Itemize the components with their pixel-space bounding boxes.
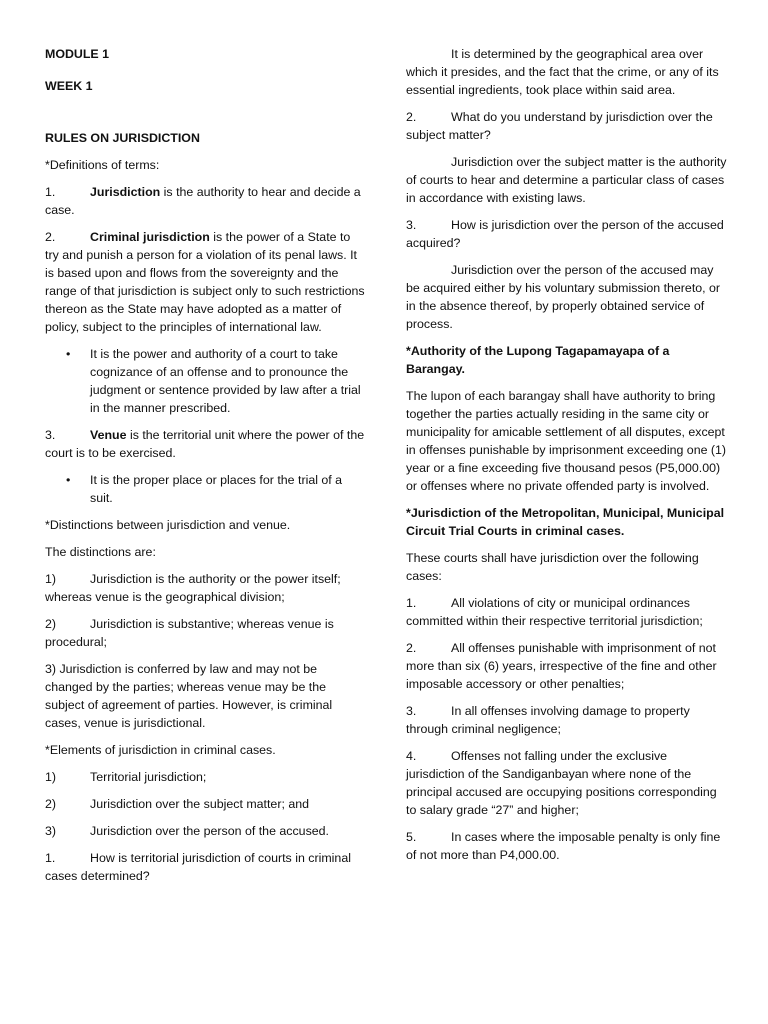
item-number: 3.: [406, 704, 417, 718]
item-number: 3): [45, 824, 57, 838]
definition-text: is the authority to hear and decide a case.: [45, 185, 361, 217]
distinction-item: 3) Jurisdiction is conferred by law and may not be changed by the parties; whereas venue may be the subject of agreement of parties. However, is criminal cases, venue is jurisdictional.: [45, 662, 333, 730]
definition-text: is the territorial unit where the power of the court is to be exercised.: [45, 428, 365, 460]
element-text: Jurisdiction over the person of the accused.: [90, 824, 329, 838]
court-case-item: [406, 747, 728, 819]
item-number: 5.: [406, 830, 417, 844]
question-item: [406, 108, 728, 144]
right-column: [406, 45, 728, 873]
element-text: Jurisdiction over the subject matter; and: [90, 797, 310, 811]
item-number: 2): [45, 617, 57, 631]
bullet-list: [45, 471, 367, 507]
item-number: 1.: [45, 185, 56, 199]
item-number: 3.: [406, 218, 417, 232]
distinction-text: Jurisdiction is substantive; whereas venue is procedural;: [45, 617, 334, 649]
item-number: 3.: [45, 428, 56, 442]
definition-term: Criminal jurisdiction: [90, 230, 210, 244]
answer-text: It is determined by the geographical area over which it presides, and the fact that the crime, or any of its essential ingredients, took place within said area.: [406, 47, 719, 97]
section-title: RULES ON JURISDICTION: [45, 131, 200, 145]
question-item: [406, 216, 728, 252]
court-case-text: Offenses not falling under the exclusive jurisdiction of the Sandiganbayan where none of the principal accused are occupying positions corresponding to salary grade “27” and higher;: [406, 749, 717, 817]
distinction-item: [45, 570, 367, 606]
definition-text: is the power of a State to try and punish a person for a violation of its penal laws. It is based upon and flows from the sovereignty and the range of that jurisdiction is subject only to such restrictions thereon as the State may have adopted as a matter of policy, subject to the principles of international law.: [45, 230, 365, 334]
elements-label: *Elements of jurisdiction in criminal cases.: [45, 743, 276, 757]
item-number: 2.: [406, 110, 417, 124]
answer-text: Jurisdiction over the person of the accused may be acquired either by his voluntary submission thereto, or in the absence thereof, by properly obtained service of process.: [406, 263, 721, 331]
item-number: 1.: [45, 851, 56, 865]
court-case-text: All violations of city or municipal ordinances committed within their respective territorial jurisdiction;: [406, 596, 703, 628]
distinction-item: [45, 615, 367, 651]
answer-text: Jurisdiction over the subject matter is the authority of courts to hear and determine a particular class of cases in accordance with existing laws.: [406, 155, 727, 205]
element-item: [45, 822, 367, 840]
element-item: [45, 795, 367, 813]
courts-intro: These courts shall have jurisdiction over the following cases:: [406, 551, 699, 583]
item-number: 4.: [406, 749, 417, 763]
element-item: [45, 768, 367, 786]
left-column: [45, 45, 367, 894]
item-number: 1.: [406, 596, 417, 610]
bullet-item: • It is the power and authority of a court to take cognizance of an offense and to pronounce the judgment or sentence provided by law after a trial in the manner prescribed.: [90, 345, 367, 417]
item-number: 1): [45, 770, 57, 784]
bullet-list: [45, 345, 367, 417]
item-number: 2.: [406, 641, 417, 655]
distinctions-intro: The distinctions are:: [45, 545, 156, 559]
distinction-text: Jurisdiction is the authority or the power itself; whereas venue is the geographical division;: [45, 572, 341, 604]
question-text: How is territorial jurisdiction of courts in criminal cases determined?: [45, 851, 351, 883]
definition-jurisdiction: [45, 183, 367, 219]
definition-venue: [45, 426, 367, 462]
court-case-item: [406, 594, 728, 630]
week-label: WEEK 1: [45, 79, 93, 93]
definition-criminal-jurisdiction: [45, 228, 367, 336]
court-case-item: [406, 702, 728, 738]
question-text: How is jurisdiction over the person of the accused acquired?: [406, 218, 724, 250]
element-text: Territorial jurisdiction;: [90, 770, 207, 784]
definition-term: Jurisdiction: [90, 185, 161, 199]
courts-heading: *Jurisdiction of the Metropolitan, Municipal, Municipal Circuit Trial Courts in criminal cases.: [406, 506, 725, 538]
question-text: What do you understand by jurisdiction over the subject matter?: [406, 110, 713, 142]
item-number: 2.: [45, 230, 56, 244]
bullet-item: • It is the proper place or places for the trial of a suit.: [90, 471, 367, 507]
court-case-item: [406, 828, 728, 864]
court-case-text: In cases where the imposable penalty is only fine of not more than P4,000.00.: [406, 830, 721, 862]
item-number: 2): [45, 797, 57, 811]
question-item: [45, 849, 367, 885]
definition-term: Venue: [90, 428, 127, 442]
item-number: 1): [45, 572, 57, 586]
lupon-heading: *Authority of the Lupong Tagapamayapa of a Barangay.: [406, 344, 670, 376]
lupon-text: The lupon of each barangay shall have authority to bring together the parties actually residing in the same city or municipality for amicable settlement of all disputes, except in offenses punishable by imprisonment exceeding one (1) year or a fine exceeding five thousand pesos (P5,000.00) or offenses where no private offended party is involved.: [406, 389, 727, 493]
module-label: MODULE 1: [45, 47, 110, 61]
court-case-text: In all offenses involving damage to property through criminal negligence;: [406, 704, 690, 736]
distinctions-label: *Distinctions between jurisdiction and venue.: [45, 518, 291, 532]
court-case-text: All offenses punishable with imprisonment of not more than six (6) years, irrespective of the fine and other imposable accessory or other penalties;: [406, 641, 717, 691]
definitions-label: *Definitions of terms:: [45, 158, 160, 172]
court-case-item: [406, 639, 728, 693]
